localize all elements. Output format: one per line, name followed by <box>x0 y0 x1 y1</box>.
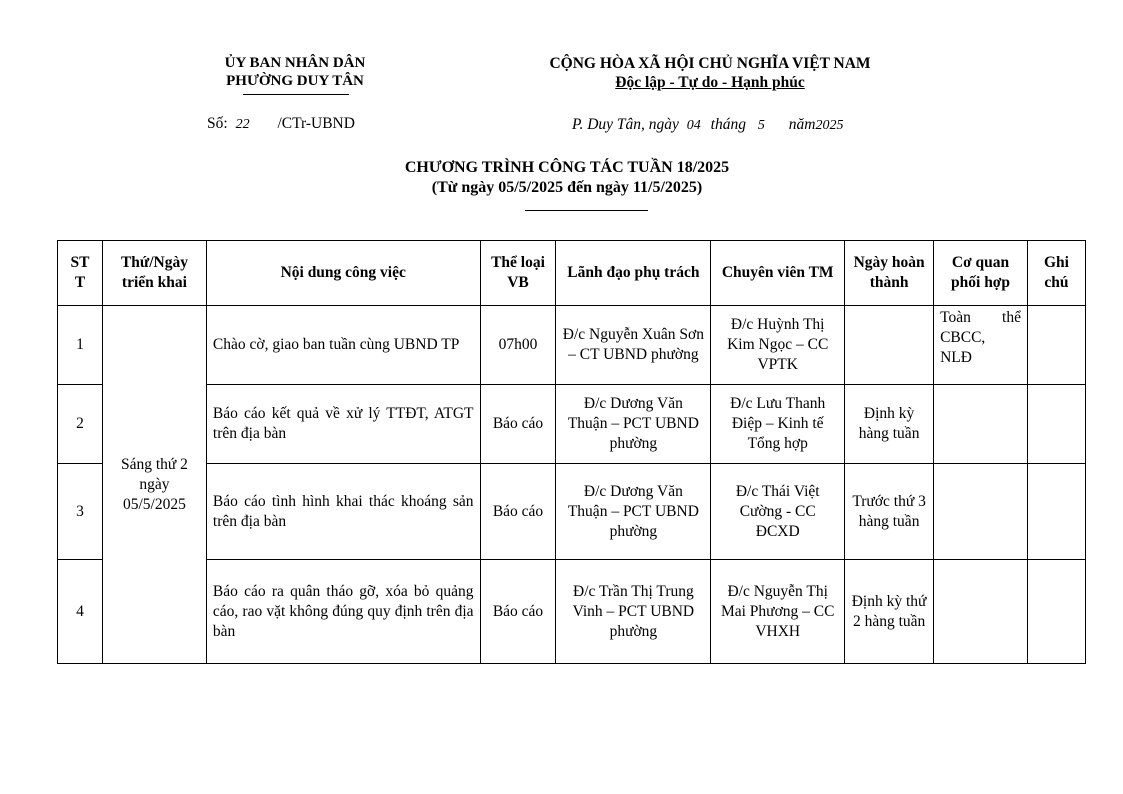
cell-coordinator: Toàn thể CBCC, NLĐ <box>934 306 1028 385</box>
cell-coordinator <box>934 385 1028 464</box>
so-number: 22 <box>235 117 250 132</box>
cell-content: Chào cờ, giao ban tuần cùng UBND TP <box>206 306 480 385</box>
cell-stt: 3 <box>58 464 103 560</box>
cell-staff: Đ/c Lưu Thanh Điệp – Kinh tế Tổng hợp <box>711 385 845 464</box>
cell-coordinator <box>934 464 1028 560</box>
col-header-date: Thứ/Ngày triển khai <box>102 241 206 306</box>
table-row <box>58 306 1086 385</box>
document-number <box>207 115 355 133</box>
table-header-row <box>58 241 1086 306</box>
table-row <box>58 385 1086 464</box>
document-title <box>260 158 874 198</box>
col-header-note: Ghi chú <box>1027 241 1085 306</box>
col-header-deadline: Ngày hoàn thành <box>845 241 934 306</box>
cell-staff: Đ/c Thái Việt Cường - CC ĐCXD <box>711 464 845 560</box>
cell-content: Báo cáo ra quân tháo gỡ, xóa bỏ quảng cáo, rao vặt không đúng quy định trên địa bàn <box>206 560 480 664</box>
cell-deadline: Định kỳ hàng tuần <box>845 385 934 464</box>
col-header-content: Nội dung công việc <box>206 241 480 306</box>
title-line1: CHƯƠNG TRÌNH CÔNG TÁC TUẦN 18/2025 <box>404 159 730 176</box>
col-header-stt: ST T <box>58 241 103 306</box>
year-label: năm <box>788 116 816 133</box>
cell-note <box>1027 385 1085 464</box>
cell-note <box>1027 306 1085 385</box>
cell-deadline: Định kỳ thứ 2 hàng tuần <box>845 560 934 664</box>
table-row <box>58 560 1086 664</box>
cell-coordinator <box>934 560 1028 664</box>
date-year: 2025 <box>815 118 844 133</box>
cell-deadline: Trước thứ 3 hàng tuần <box>845 464 934 560</box>
date-day: 04 <box>686 118 701 133</box>
motto: Độc lập - Tự do - Hạnh phúc <box>615 74 805 91</box>
cell-stt: 2 <box>58 385 103 464</box>
cell-note <box>1027 560 1085 664</box>
cell-note <box>1027 464 1085 560</box>
title-underline <box>525 210 648 211</box>
national-motto-block <box>500 54 920 92</box>
col-header-coordinator: Cơ quan phối hợp <box>934 241 1028 306</box>
issuer-line2: PHƯỜNG DUY TÂN <box>226 73 364 89</box>
cell-date: Sáng thứ 2 ngày 05/5/2025 <box>102 306 206 664</box>
cell-leader: Đ/c Trần Thị Trung Vinh – PCT UBND phường <box>556 560 711 664</box>
cell-type: Báo cáo <box>480 385 556 464</box>
title-line2: (Từ ngày 05/5/2025 đến ngày 11/5/2025) <box>431 179 703 196</box>
month-label: tháng <box>710 116 746 133</box>
cell-stt: 4 <box>58 560 103 664</box>
col-header-staff: Chuyên viên TM <box>711 241 845 306</box>
so-suffix: /CTr-UBND <box>277 115 355 132</box>
cell-staff: Đ/c Huỳnh Thị Kim Ngọc – CC VPTK <box>711 306 845 385</box>
cell-stt: 1 <box>58 306 103 385</box>
issuer-block <box>180 54 410 90</box>
issuer-underline <box>243 94 349 95</box>
place-prefix: P. Duy Tân, ngày <box>572 116 679 133</box>
col-header-leader: Lãnh đạo phụ trách <box>556 241 711 306</box>
cell-leader: Đ/c Dương Văn Thuận – PCT UBND phường <box>556 464 711 560</box>
date-month: 5 <box>757 118 765 133</box>
place-date <box>572 116 843 134</box>
cell-type: Báo cáo <box>480 560 556 664</box>
schedule-table <box>57 240 1086 664</box>
cell-type: 07h00 <box>480 306 556 385</box>
cell-leader: Đ/c Nguyễn Xuân Sơn – CT UBND phường <box>556 306 711 385</box>
issuer-line1: ỦY BAN NHÂN DÂN <box>224 55 366 71</box>
cell-type: Báo cáo <box>480 464 556 560</box>
so-label: Số: <box>207 115 228 132</box>
cell-staff: Đ/c Nguyễn Thị Mai Phương – CC VHXH <box>711 560 845 664</box>
cell-content: Báo cáo tình hình khai thác khoáng sản trên địa bàn <box>206 464 480 560</box>
cell-deadline <box>845 306 934 385</box>
table-row <box>58 464 1086 560</box>
col-header-type: Thể loại VB <box>480 241 556 306</box>
cell-leader: Đ/c Dương Văn Thuận – PCT UBND phường <box>556 385 711 464</box>
country-name: CỘNG HÒA XÃ HỘI CHỦ NGHĨA VIỆT NAM <box>549 55 871 72</box>
cell-content: Báo cáo kết quả về xử lý TTĐT, ATGT trên địa bàn <box>206 385 480 464</box>
